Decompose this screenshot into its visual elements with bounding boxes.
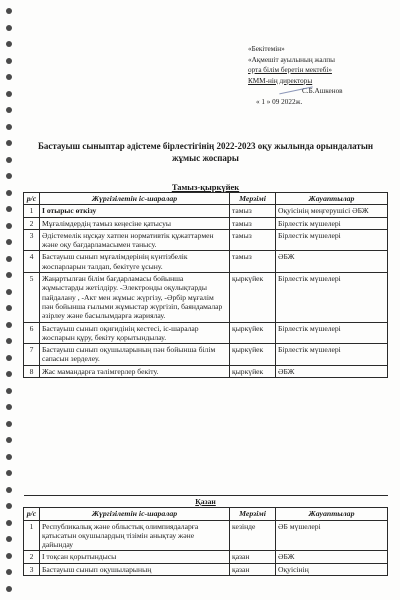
row-resp: Бірлестік мүшелері	[276, 344, 388, 366]
row-task: І отырыс өткізу	[40, 205, 230, 217]
section-heading-october: Қазан	[24, 496, 388, 508]
row-resp: Бірлестік мүшелері	[276, 322, 388, 344]
binder-hole	[6, 25, 12, 31]
binder-holes	[3, 0, 17, 600]
table-row	[24, 205, 388, 217]
binder-hole	[6, 206, 12, 212]
table-header-row	[24, 193, 388, 205]
row-term: тамыз	[230, 205, 276, 217]
approval-line: КММ-нің директоры	[248, 76, 313, 85]
binder-hole	[6, 58, 12, 64]
col-header-term: Мерзімі	[230, 508, 276, 520]
binder-hole	[6, 8, 12, 14]
row-term: тамыз	[230, 251, 276, 273]
section-heading-row	[24, 496, 388, 508]
table-row	[24, 229, 388, 251]
row-term: қазан	[230, 563, 276, 575]
row-term: қазан	[230, 551, 276, 563]
row-task: І тоқсан қорытындысы	[40, 551, 230, 563]
row-task: Жаңартылған білім бағдарламасы бойынша жұмыстарды жетілдіру. -Электронды оқулықтарды пайдалану , -Акт мен жұмыс жүргізу, -Әрбір мұғалім пән бойынша ғылыми жұмыстар жүргізіп, баяндамалар әзірлеу және басылымдарға жариялау.	[40, 273, 230, 322]
row-num: 2	[24, 217, 40, 229]
binder-hole	[6, 553, 12, 559]
row-resp: ӘБЖ	[276, 551, 388, 563]
row-task: Әдістемелік нұсқау хатпен нормативтік құжаттармен және оқу бағдарламасымен танысу.	[40, 229, 230, 251]
binder-hole	[6, 223, 12, 229]
binder-hole	[6, 371, 12, 377]
binder-hole	[6, 107, 12, 113]
row-num: 1	[24, 520, 40, 551]
binder-hole	[6, 157, 12, 163]
binder-hole	[6, 190, 12, 196]
binder-hole	[6, 239, 12, 245]
row-task: Бастауыш сынып оқушыларының	[40, 563, 230, 575]
binder-hole	[6, 404, 12, 410]
row-task: Бастауыш сынып оқиғидінің кестесі, іс-шаралар жоспарын құру, бекіту қорытындылау.	[40, 322, 230, 344]
row-num: 7	[24, 344, 40, 366]
col-header-task: Жүргізілетін іс-шаралар	[40, 508, 230, 520]
binder-hole	[6, 41, 12, 47]
col-header-resp: Жауаптылар	[276, 508, 388, 520]
approval-date: « 1 » 09 2022ж.	[256, 97, 303, 106]
binder-hole	[6, 74, 12, 80]
table-row	[24, 563, 388, 575]
table-row	[24, 251, 388, 273]
binder-hole	[6, 503, 12, 509]
row-term: қыркүйек	[230, 322, 276, 344]
table-header-row	[24, 508, 388, 520]
col-header-task: Жүргізілетін іс-шаралар	[40, 193, 230, 205]
binder-hole	[6, 289, 12, 295]
row-resp: ӘБ мүшелері	[276, 520, 388, 551]
binder-hole	[6, 173, 12, 179]
binder-hole	[6, 470, 12, 476]
binder-hole	[6, 124, 12, 130]
row-term: қыркүйек	[230, 365, 276, 377]
binder-hole	[6, 437, 12, 443]
table-row	[24, 273, 388, 322]
binder-hole	[6, 536, 12, 542]
row-resp: Бірлестік мүшелері	[276, 229, 388, 251]
row-term: қыркүйек	[230, 344, 276, 366]
plan-table-october	[23, 495, 388, 576]
row-term: тамыз	[230, 229, 276, 251]
row-num: 1	[24, 205, 40, 217]
binder-hole	[6, 338, 12, 344]
table-row	[24, 551, 388, 563]
row-num: 5	[24, 273, 40, 322]
approval-line: «Ақмешіт ауылының жалпы	[248, 55, 335, 64]
table-row	[24, 365, 388, 377]
binder-hole	[6, 305, 12, 311]
binder-hole	[6, 454, 12, 460]
row-task: Бастауыш сынып мұғалімдерінің күнтізбелік жоспарларын талдап, бекітуге ұсыну.	[40, 251, 230, 273]
document-title: Бастауыш сыныптар әдістеме бірлестігінің 2022-2023 оқу жылында орындалатын жұмыс жоспары	[37, 141, 374, 163]
section-heading-aug-sep: Тамыз-қыркүйек	[171, 182, 240, 192]
approval-line: орта білім беретін мектебі»	[248, 66, 332, 74]
row-term: қыркүйек	[230, 273, 276, 322]
binder-hole	[6, 322, 12, 328]
binder-hole	[6, 140, 12, 146]
approval-signer: С.Б.Ашкенов	[302, 87, 343, 95]
binder-hole	[6, 355, 12, 361]
binder-hole	[6, 487, 12, 493]
row-task: Республикалық және облыстық олимпиядаларға қатысатын оқушылардың тізімін анықтау және дайындау	[40, 520, 230, 551]
row-num: 4	[24, 251, 40, 273]
binder-hole	[6, 586, 12, 592]
row-num: 2	[24, 551, 40, 563]
row-resp: Бірлестік мүшелері	[276, 273, 388, 322]
row-num: 3	[24, 229, 40, 251]
binder-hole	[6, 256, 12, 262]
row-task: Жас мамандарға тәлімгерлер бекіту.	[40, 365, 230, 377]
row-term: кезінде	[230, 520, 276, 551]
binder-hole	[6, 272, 12, 278]
table-row	[24, 520, 388, 551]
row-resp: Оқуісінің	[276, 563, 388, 575]
col-header-term: Мерзімі	[230, 193, 276, 205]
row-resp: Оқуісінің меңгерушісі ӘБЖ	[276, 205, 388, 217]
row-num: 8	[24, 365, 40, 377]
row-num: 3	[24, 563, 40, 575]
binder-hole	[6, 388, 12, 394]
binder-hole	[6, 91, 12, 97]
col-header-num: р/с	[24, 193, 40, 205]
row-task: Бастауыш сынып оқушыларының пән бойынша білім сапасын зерделеу.	[40, 344, 230, 366]
row-num: 6	[24, 322, 40, 344]
table-row	[24, 322, 388, 344]
row-resp: Бірлестік мүшелері	[276, 217, 388, 229]
approval-block	[248, 44, 388, 107]
approval-line: «Бекітемін»	[248, 45, 285, 53]
row-task: Мұғалімдердің тамыз кеңесіне қатысуы	[40, 217, 230, 229]
row-resp: ӘБЖ	[276, 251, 388, 273]
binder-hole	[6, 569, 12, 575]
binder-hole	[6, 421, 12, 427]
row-term: тамыз	[230, 217, 276, 229]
plan-table-aug-sep	[23, 192, 388, 378]
row-resp: ӘБЖ	[276, 365, 388, 377]
col-header-resp: Жауаптылар	[276, 193, 388, 205]
binder-hole	[6, 520, 12, 526]
table-row	[24, 217, 388, 229]
col-header-num: р/с	[24, 508, 40, 520]
table-row	[24, 344, 388, 366]
